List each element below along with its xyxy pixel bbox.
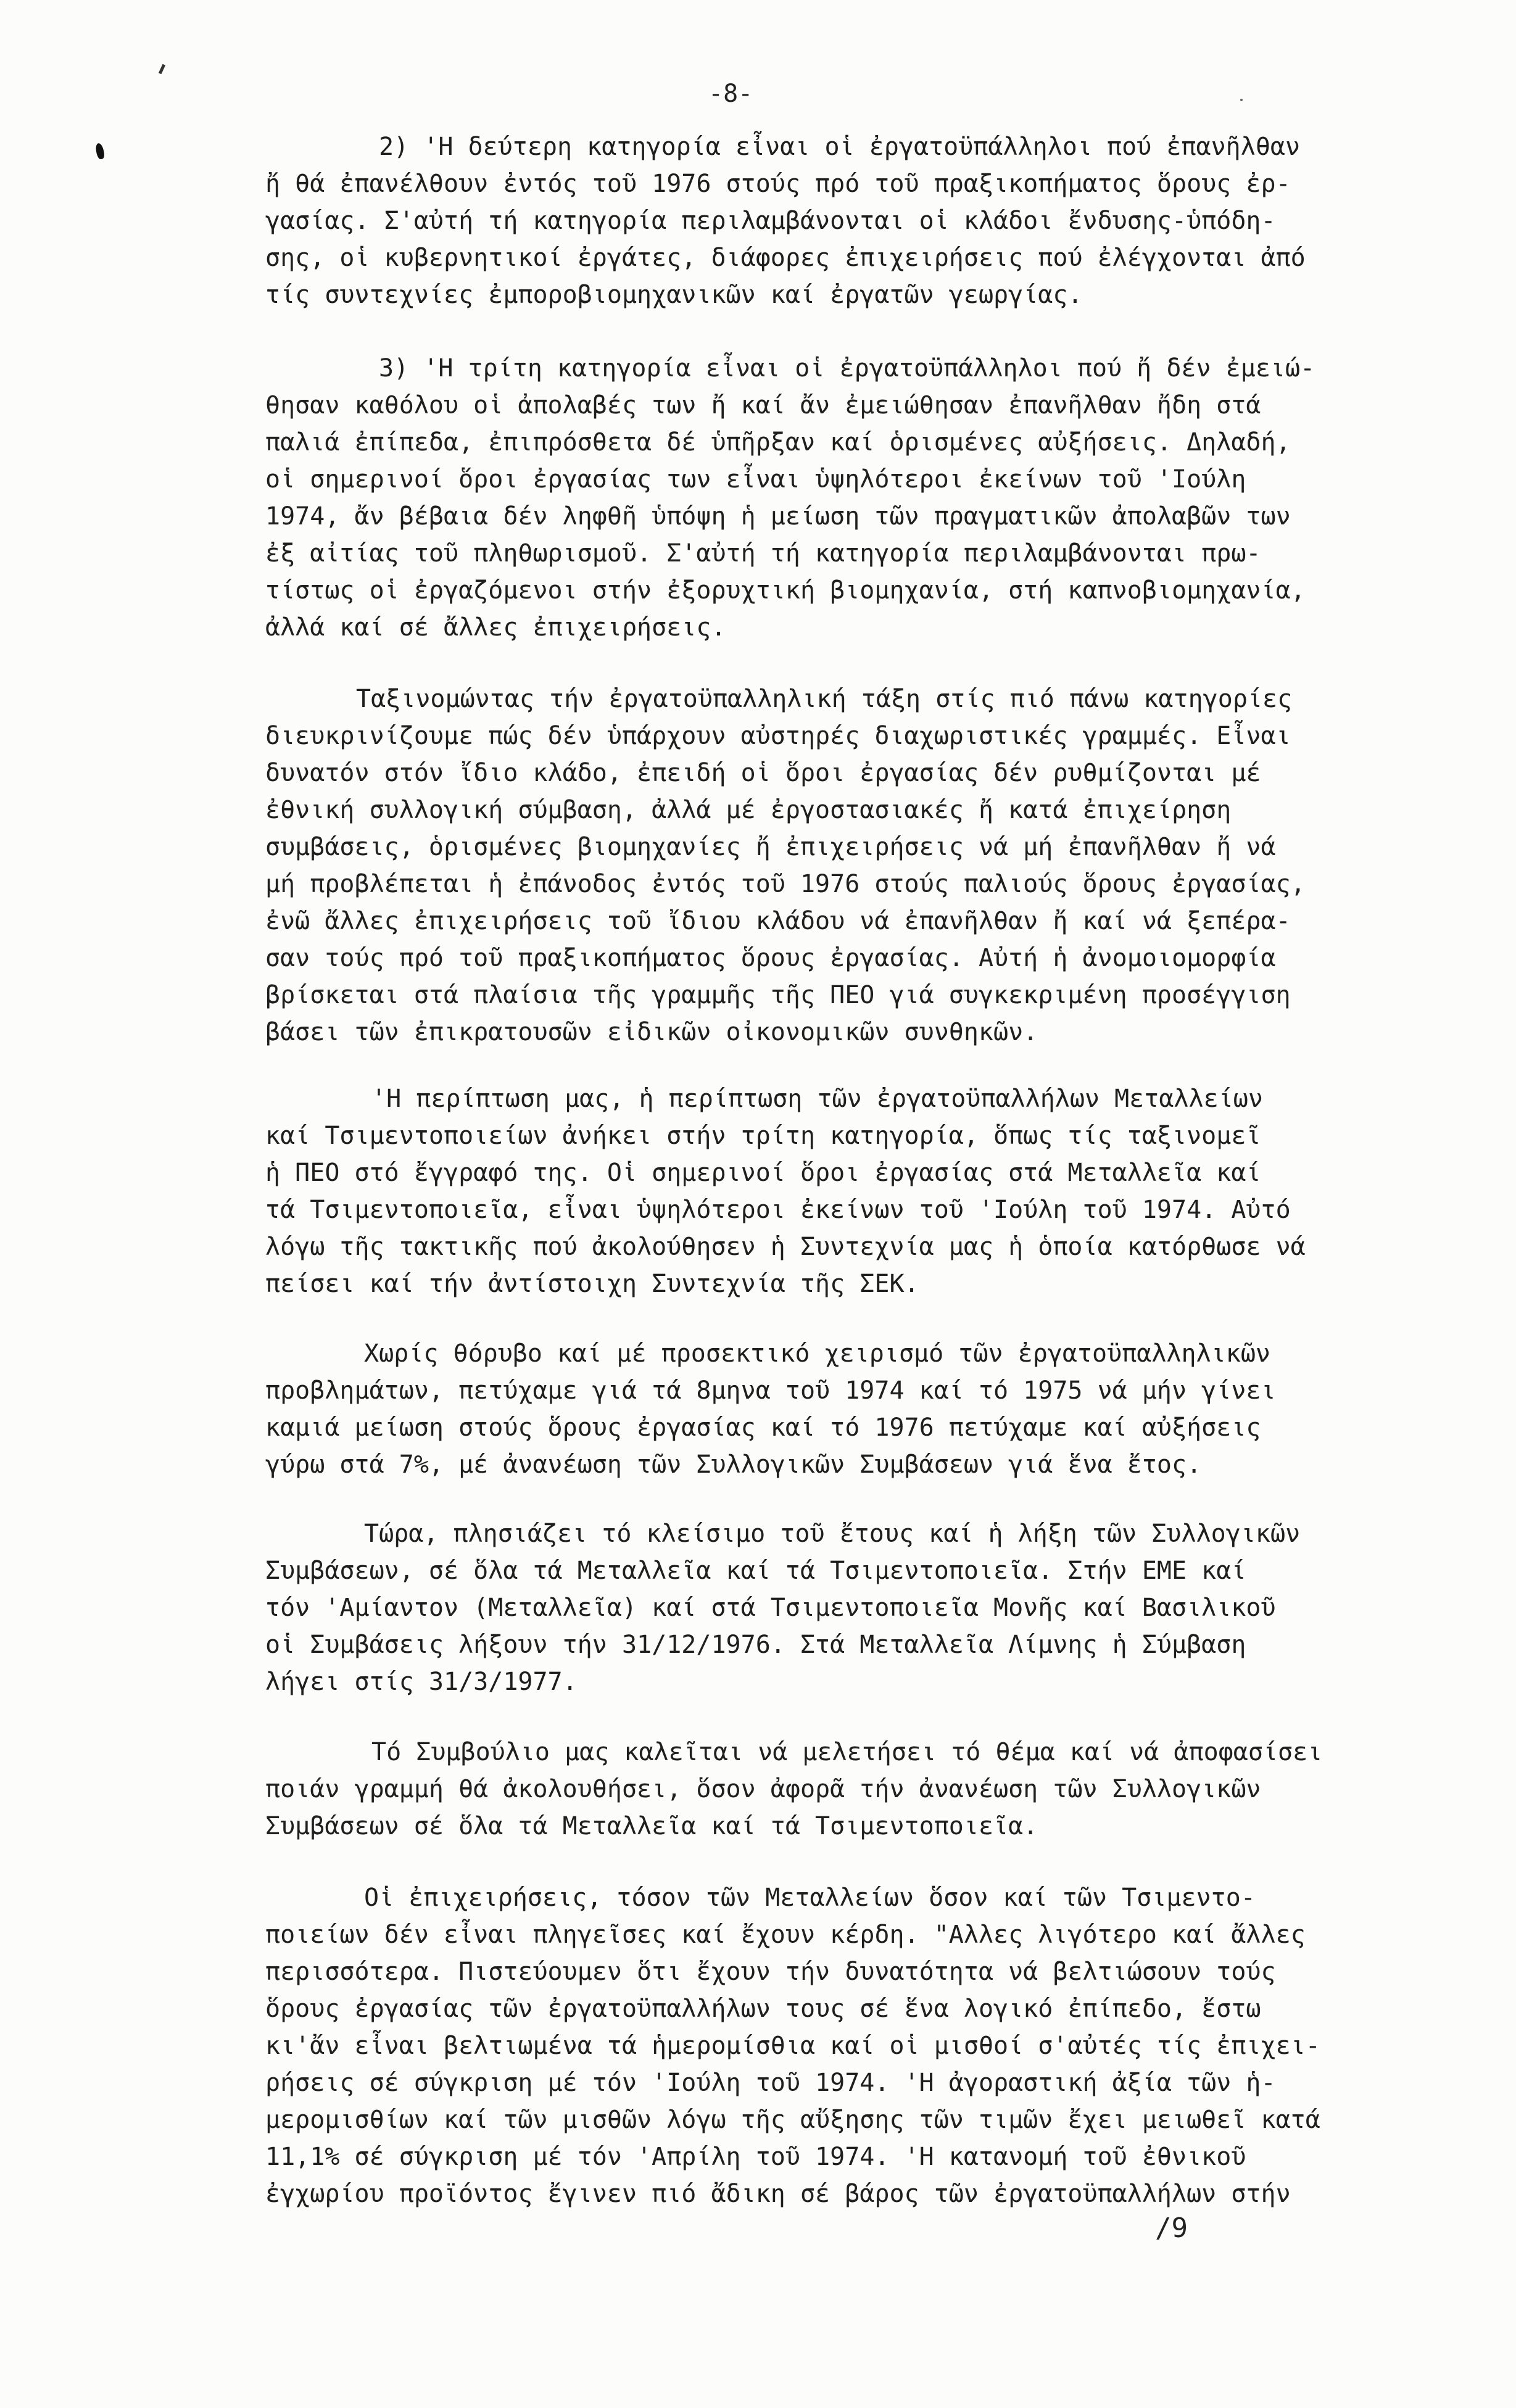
text-line: λήγει στίς 31/3/1977. <box>265 1668 578 1696</box>
paragraph-contract-expiry <box>265 1515 1300 1700</box>
text-line: Χωρίς θόρυβο καί μέ προσεκτικό χειρισμό τῶν ἐργατοϋπαλληλικῶν <box>364 1339 1271 1368</box>
text-line: δυνατόν στόν ἴδιο κλάδο, ἐπειδή οἱ ὅροι ἐργασίας δέν ρυθμίζονται μέ <box>265 759 1261 787</box>
text-line: οἱ σημερινοί ὅροι ἐργασίας των εἶναι ὑψηλότεροι ἐκείνων τοῦ 'Ιούλη <box>265 465 1246 494</box>
text-line: ἀλλά καί σέ ἄλλες ἐπιχειρήσεις. <box>265 613 726 642</box>
text-line: Τό Συμβούλιο μας καλεῖται νά μελετήσει τό θέμα καί νά ἀποφασίσει <box>371 1738 1323 1766</box>
text-line: τίς συντεχνίες ἐμποροβιομηχανικῶν καί ἐργατῶν γεωργίας. <box>265 281 1083 309</box>
text-line: Συμβάσεων σέ ὅλα τά Μεταλλεῖα καί τά Τσιμεντοποιεῖα. <box>265 1812 1038 1840</box>
paragraph-category-2 <box>265 128 1306 313</box>
text-line: ἐθνική συλλογική σύμβαση, ἀλλά μέ ἐργοστασιακές ἤ κατά ἐπιχείρηση <box>265 796 1232 824</box>
text-line: μή προβλέπεται ἡ ἐπάνοδος ἐντός τοῦ 1976 στούς παλιούς ὅρους ἐργασίας, <box>265 870 1306 898</box>
text-line: 3) 'Η τρίτη κατηγορία εἶναι οἱ ἐργατοϋπάλληλοι πού ἤ δέν ἐμειώ- <box>379 354 1315 383</box>
text-line: Τώρα, πλησιάζει τό κλείσιμο τοῦ ἔτους καί ἡ λήξη τῶν Συλλογικῶν <box>364 1520 1301 1548</box>
paragraph-companies-profits <box>265 1879 1320 2212</box>
text-line: ἐγχωρίου προϊόντος ἔγινεν πιό ἄδικη σέ βάρος τῶν ἐργατοϋπαλλήλων στήν <box>265 2180 1291 2208</box>
paragraph-category-3 <box>265 350 1315 646</box>
scan-speck <box>1240 99 1243 101</box>
text-line: πείσει καί τήν ἀντίστοιχη Συντεχνία τῆς ΣΕΚ. <box>265 1270 919 1298</box>
text-line: ἡ ΠΕΟ στό ἔγγραφό της. Οἱ σημερινοί ὅροι ἐργασίας στά Μεταλλεῖα καί <box>265 1159 1261 1187</box>
punch-hole-mark <box>94 143 105 160</box>
text-line: 2) 'Η δεύτερη κατηγορία εἶναι οἱ ἐργατοϋπάλληλοι πού ἐπανῆλθαν <box>379 133 1301 161</box>
text-line: λόγω τῆς τακτικῆς πού ἀκολούθησεν ἡ Συντεχνία μας ἡ ὁποία κατόρθωσε νά <box>265 1233 1306 1261</box>
text-line: συμβάσεις, ὁρισμένες βιομηχανίες ἤ ἐπιχειρήσεις νά μή ἐπανῆλθαν ἤ νά <box>265 833 1276 861</box>
text-line: γασίας. Σ'αὐτή τή κατηγορία περιλαμβάνονται οἱ κλάδοι ἔνδυσης-ὑπόδη- <box>265 207 1276 235</box>
text-line: ἐνῶ ἄλλες ἐπιχειρήσεις τοῦ ἴδιου κλάδου νά ἐπανῆλθαν ἤ καί νά ξεπέρα- <box>265 907 1291 935</box>
text-line: οἱ Συμβάσεις λήξουν τήν 31/12/1976. Στά Μεταλλεῖα Λίμνης ἡ Σύμβαση <box>265 1631 1246 1659</box>
text-line: μερομισθίων καί τῶν μισθῶν λόγω τῆς αὔξησης τῶν τιμῶν ἔχει μειωθεῖ κατά <box>265 2106 1320 2134</box>
text-line: σης, οἱ κυβερνητικοί ἐργάτες, διάφορες ἐπιχειρήσεις πού ἐλέγχονται ἀπό <box>265 244 1306 272</box>
text-line: καμιά μείωση στούς ὅρους ἐργασίας καί τό 1976 πετύχαμε καί αὐξήσεις <box>265 1413 1261 1442</box>
text-line: γύρω στά 7%, μέ ἀνανέωση τῶν Συλλογικῶν Συμβάσεων γιά ἕνα ἔτος. <box>265 1450 1202 1479</box>
text-line: βρίσκεται στά πλαίσια τῆς γραμμῆς τῆς ΠΕΟ γιά συγκεκριμένη προσέγγιση <box>265 981 1291 1009</box>
text-line: ρήσεις σέ σύγκριση μέ τόν 'Ιούλη τοῦ 1974. 'Η ἀγοραστική ἀξία τῶν ἡ- <box>265 2069 1276 2097</box>
text-line: βάσει τῶν ἐπικρατουσῶν εἰδικῶν οἰκονομικῶν συνθηκῶν. <box>265 1018 1038 1046</box>
text-line: Συμβάσεων, σέ ὅλα τά Μεταλλεῖα καί τά Τσιμεντοποιεῖα. Στήν ΕΜΕ καί <box>265 1557 1246 1585</box>
scan-mark <box>159 64 165 75</box>
text-line: ποιάν γραμμή θά ἀκολουθήσει, ὅσον ἀφορᾶ τήν ἀνανέωση τῶν Συλλογικῶν <box>265 1775 1261 1803</box>
text-line: σαν τούς πρό τοῦ πραξικοπήματος ὅρους ἐργασίας. Αὐτή ἡ ἀνομοιομορφία <box>265 944 1276 972</box>
page-number: -8- <box>708 80 753 108</box>
text-line: Ταξινομώντας τήν ἐργατοϋπαλληλική τάξη στίς πιό πάνω κατηγορίες <box>356 685 1293 713</box>
text-line: προβλημάτων, πετύχαμε γιά τά 8μηνα τοῦ 1974 καί τό 1975 νά μήν γίνει <box>265 1376 1276 1405</box>
text-line: ἤ θά ἐπανέλθουν ἐντός τοῦ 1976 στούς πρό τοῦ πραξικοπήματος ὅρους ἐρ- <box>265 170 1291 198</box>
text-line: παλιά ἐπίπεδα, ἐπιπρόσθετα δέ ὑπῆρξαν καί ὁρισμένες αὐξήσεις. Δηλαδή, <box>265 428 1291 457</box>
text-line: Οἱ ἐπιχειρήσεις, τόσον τῶν Μεταλλείων ὅσον καί τῶν Τσιμεντο- <box>364 1884 1256 1912</box>
continuation-marker: /9 <box>1155 2212 1188 2244</box>
text-line: διευκρινίζουμε πώς δέν ὑπάρχουν αὐστηρές διαχωριστικές γραμμές. Εἶναι <box>265 722 1291 750</box>
paragraph-council-decision <box>265 1734 1322 1845</box>
paragraph-classification <box>265 681 1306 1051</box>
text-line: ἐξ αἰτίας τοῦ πληθωρισμοῦ. Σ'αὐτή τή κατηγορία περιλαμβάνονται πρω- <box>265 539 1261 568</box>
text-line: 1974, ἄν βέβαια δέν ληφθῆ ὑπόψη ἡ μείωση τῶν πραγματικῶν ἀπολαβῶν των <box>265 502 1291 531</box>
text-line: ποιείων δέν εἶναι πληγεῖσες καί ἔχουν κέρδη. "Αλλες λιγότερο καί ἄλλες <box>265 1921 1306 1949</box>
text-line: κι'ἄν εἶναι βελτιωμένα τά ἡμερομίσθια καί οἱ μισθοί σ'αὐτές τίς ἐπιχει- <box>265 2032 1320 2060</box>
paragraph-our-case <box>265 1080 1306 1302</box>
text-line: τίστως οἱ ἐργαζόμενοι στήν ἐξορυχτική βιομηχανία, στή καπνοβιομηχανία, <box>265 576 1306 605</box>
text-line: περισσότερα. Πιστεύουμεν ὅτι ἔχουν τήν δυνατότητα νά βελτιώσουν τούς <box>265 1958 1276 1986</box>
text-line: θησαν καθόλου οἱ ἀπολαβές των ἤ καί ἄν ἐμειώθησαν ἐπανῆλθαν ἤδη στά <box>265 391 1261 420</box>
text-line: τά Τσιμεντοποιεῖα, εἶναι ὑψηλότεροι ἐκείνων τοῦ 'Ιούλη τοῦ 1974. Αὐτό <box>265 1196 1291 1224</box>
text-line: 'Η περίπτωση μας, ἡ περίπτωση τῶν ἐργατοϋπαλλήλων Μεταλλείων <box>371 1085 1263 1113</box>
text-line: 11,1% σέ σύγκριση μέ τόν 'Απρίλη τοῦ 1974. 'Η κατανομή τοῦ ἐθνικοῦ <box>265 2143 1246 2171</box>
paragraph-achievements <box>265 1335 1276 1483</box>
text-line: τόν 'Αμίαντον (Μεταλλεῖα) καί στά Τσιμεντοποιεῖα Μονῆς καί Βασιλικοῦ <box>265 1594 1276 1622</box>
text-line: ὅρους ἐργασίας τῶν ἐργατοϋπαλλήλων τους σέ ἕνα λογικό ἐπίπεδο, ἔστω <box>265 1995 1261 2023</box>
text-line: καί Τσιμεντοποιείων ἀνήκει στήν τρίτη κατηγορία, ὅπως τίς ταξινομεῖ <box>265 1122 1261 1150</box>
